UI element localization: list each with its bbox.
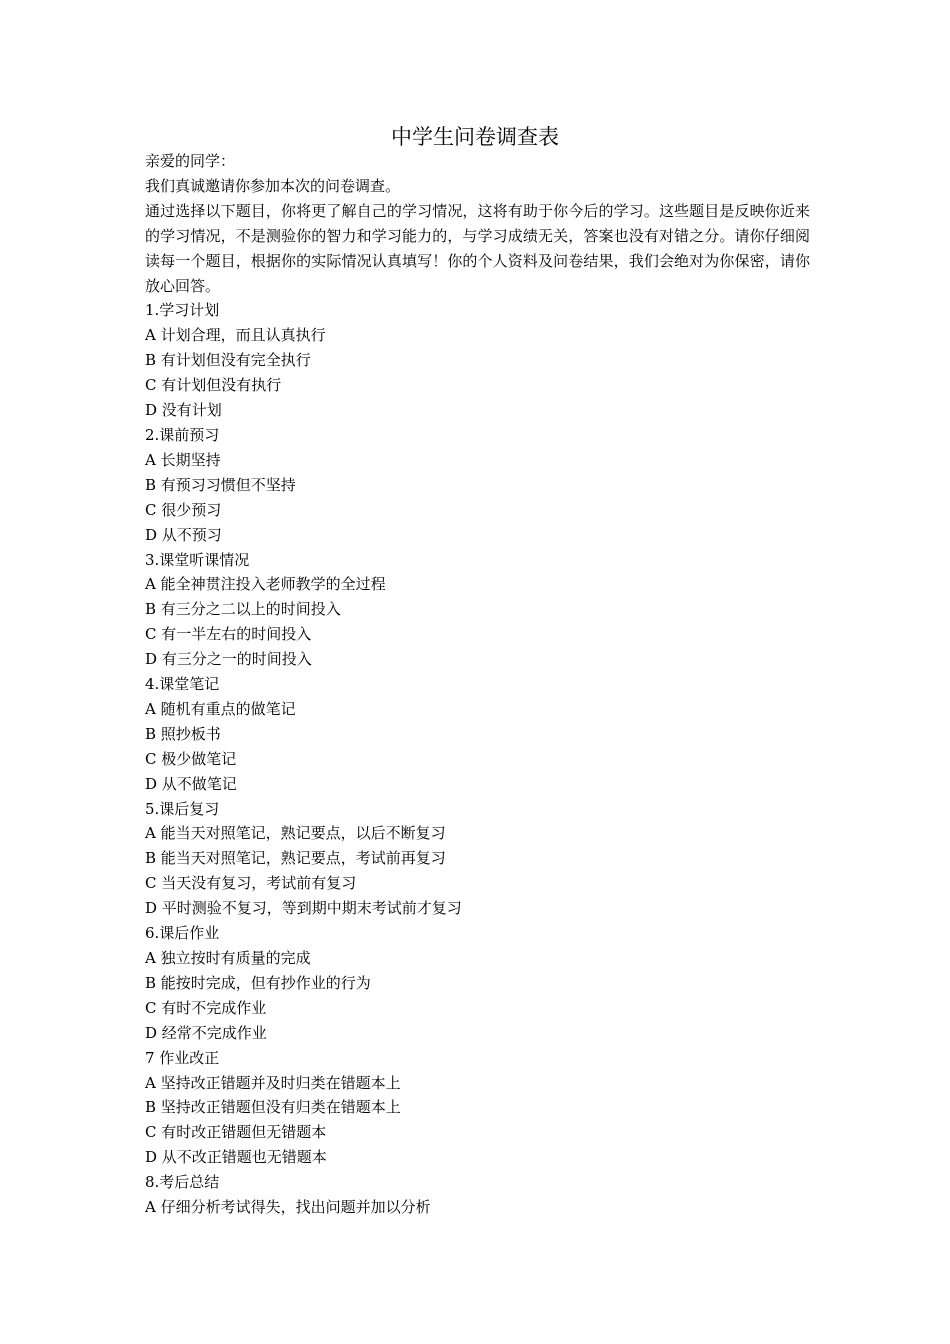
question-title: 3.课堂听课情况 [145, 550, 250, 569]
question-option: A 随机有重点的做笔记 [145, 699, 296, 718]
question-option: B 有三分之二以上的时间投入 [145, 600, 341, 619]
greeting: 亲爱的同学： [145, 152, 236, 170]
question-option: B 坚持改正错题但没有归类在错题本上 [145, 1098, 401, 1117]
question-option: C 极少做笔记 [145, 749, 237, 768]
question-option: B 有计划但没有完全执行 [145, 351, 311, 370]
question-title: 2.课前预习 [145, 425, 220, 444]
invite-text: 我们真诚邀请你参加本次的问卷调查。 [145, 176, 401, 195]
question-option: B 有预习习惯但不坚持 [145, 475, 296, 494]
document-title: 中学生问卷调查表 [391, 125, 559, 149]
question-option: A 能当天对照笔记，熟记要点，以后不断复习 [145, 824, 446, 843]
question-option: D 从不预习 [145, 525, 222, 544]
question-option: A 能全神贯注投入老师教学的全过程 [145, 575, 386, 594]
question-option: C 当天没有复习，考试前有复习 [145, 874, 357, 893]
question-list [145, 298, 810, 1220]
question-option: A 仔细分析考试得失，找出问题并加以分析 [145, 1198, 431, 1217]
question-title: 4.课堂笔记 [145, 675, 220, 694]
question-option: D 从不做笔记 [145, 774, 237, 793]
question-option: A 坚持改正错题并及时归类在错题本上 [145, 1073, 401, 1092]
question-option: C 有计划但没有执行 [145, 376, 282, 395]
question-title: 6.课后作业 [145, 924, 220, 943]
question-option: B 照抄板书 [145, 724, 221, 743]
question-option: A 独立按时有质量的完成 [145, 949, 311, 967]
question-option: B 能按时完成，但有抄作业的行为 [145, 973, 371, 992]
question-option: D 没有计划 [145, 401, 222, 420]
intro-paragraph: 通过选择以下题目，你将更了解自己的学习情况，这将有助于你今后的学习。这些题目是反映你近来的学习情况，不是测验你的智力和学习能力的，与学习成绩无关，答案也没有对错之分。请你仔细阅读每一个题目，根据你的实际情况认真填写！你的个人资料及问卷结果，我们会绝对为你保密，请你放心回答。 [145, 201, 810, 295]
question-option: D 有三分之一的时间投入 [145, 650, 312, 669]
question-option: A 计划合理，而且认真执行 [145, 326, 326, 345]
question-title: 1.学习计划 [145, 301, 220, 320]
question-title: 7 作业改正 [145, 1048, 220, 1067]
question-option: C 有时不完成作业 [145, 998, 267, 1017]
question-option: A 长期坚持 [145, 450, 221, 469]
question-title: 8.考后总结 [145, 1173, 220, 1192]
question-option: D 经常不完成作业 [145, 1023, 267, 1042]
question-option: D 从不改正错题也无错题本 [145, 1148, 327, 1167]
question-option: B 能当天对照笔记，熟记要点，考试前再复习 [145, 849, 446, 868]
question-option: C 有时改正错题但无错题本 [145, 1123, 327, 1142]
question-option: C 有一半左右的时间投入 [145, 625, 312, 644]
question-title: 5.课后复习 [145, 799, 220, 818]
question-option: D 平时测验不复习，等到期中期末考试前才复习 [145, 899, 462, 918]
question-option: C 很少预习 [145, 500, 222, 519]
document-body [145, 149, 810, 1220]
